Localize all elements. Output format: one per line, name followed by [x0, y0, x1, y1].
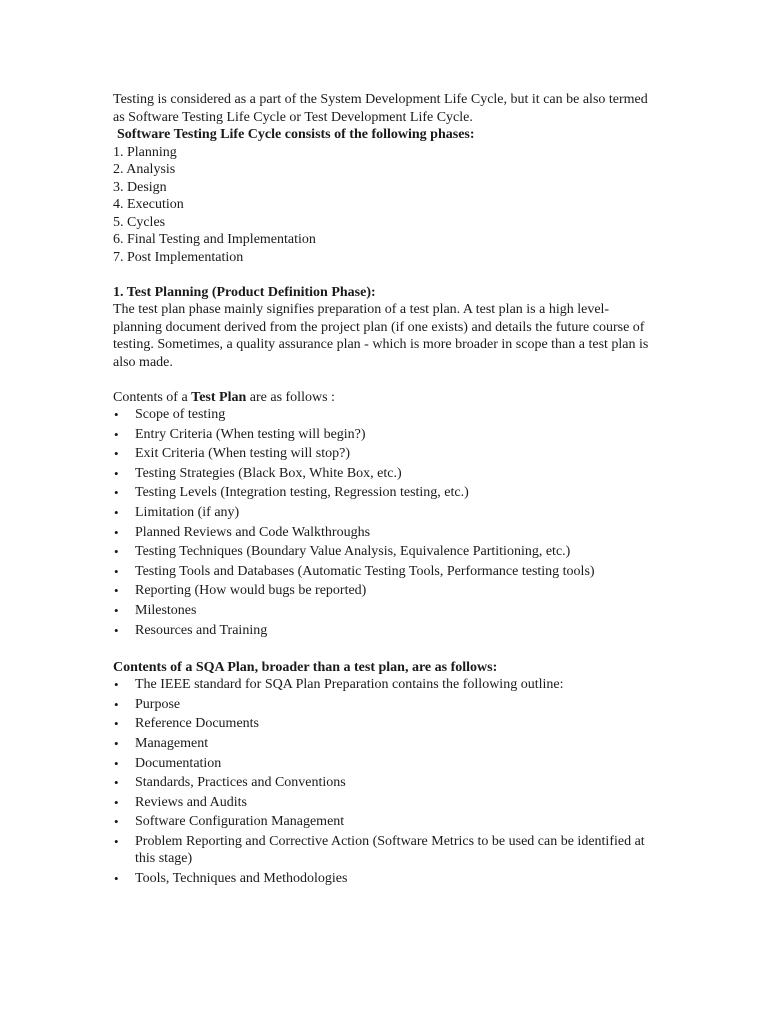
- phase-item: 2. Analysis: [113, 162, 176, 177]
- intro-paragraph: Testing is considered as a part of the System Development Life Cycle, but it can be also termed as Software Testing Life Cycle or Test Development Life Cycle.: [113, 92, 648, 125]
- bullet-icon: •: [114, 407, 119, 422]
- bullet-item: [113, 870, 658, 888]
- bullet-icon: •: [114, 696, 119, 712]
- phase-item: 6. Final Testing and Implementation: [113, 232, 316, 247]
- phases-heading: Software Testing Life Cycle consists of the following phases:: [117, 127, 475, 142]
- bullet-icon: •: [114, 544, 119, 560]
- bullet-text: Limitation (if any): [135, 504, 240, 520]
- intro-prefix: Contents of a: [113, 389, 192, 405]
- bullet-item: [113, 563, 658, 581]
- bullet-icon: •: [114, 524, 119, 540]
- bullet-item: [113, 484, 658, 502]
- bullet-text: Testing Strategies (Black Box, White Box, etc.): [135, 465, 402, 481]
- bullet-text: Problem Reporting and Corrective Action (Software Metrics to be used can be identified at this stage): [135, 833, 645, 867]
- bullet-icon: •: [114, 485, 119, 501]
- test-plan-contents-intro: [113, 389, 658, 407]
- bullet-item: [113, 445, 658, 463]
- bullet-item: [113, 465, 658, 483]
- bullet-icon: •: [114, 446, 119, 462]
- intro-bold-term: Test Plan: [191, 389, 247, 405]
- bullet-icon: •: [114, 833, 119, 849]
- bullet-item: [113, 735, 658, 753]
- bullet-text: Purpose: [135, 696, 181, 712]
- bullet-item: [113, 794, 658, 812]
- bullet-text: Standards, Practices and Conventions: [135, 775, 346, 791]
- bullet-text: Testing Tools and Databases (Automatic Testing Tools, Performance testing tools): [135, 563, 595, 579]
- phase-item: 4. Execution: [113, 197, 184, 212]
- bullet-item: [113, 622, 658, 640]
- bullet-icon: •: [114, 870, 119, 886]
- bullet-icon: •: [114, 426, 119, 442]
- bullet-text: Reference Documents: [135, 716, 259, 732]
- document-page: [113, 91, 658, 890]
- sqa-plan-heading: Contents of a SQA Plan, broader than a test plan, are as follows:: [113, 659, 498, 675]
- phase-item: 1. Planning: [113, 144, 177, 160]
- bullet-icon: •: [114, 465, 119, 481]
- bullet-text: Software Configuration Management: [135, 814, 345, 830]
- phase-item: 3. Design: [113, 179, 167, 195]
- bullet-item: [113, 426, 658, 444]
- bullet-item: [113, 504, 658, 522]
- bullet-text: Management: [135, 735, 209, 751]
- bullet-icon: •: [114, 716, 119, 732]
- test-plan-list: [113, 406, 658, 639]
- bullet-item: [113, 406, 658, 424]
- test-planning-heading: 1. Test Planning (Product Definition Phase):: [113, 284, 376, 300]
- bullet-icon: •: [114, 622, 119, 638]
- bullet-item: [113, 755, 658, 773]
- bullet-item: [113, 813, 658, 831]
- bullet-text: Testing Levels (Integration testing, Regression testing, etc.): [135, 485, 469, 501]
- bullet-text: Planned Reviews and Code Walkthroughs: [135, 524, 371, 540]
- bullet-text: The IEEE standard for SQA Plan Preparation contains the following outline:: [135, 677, 564, 693]
- bullet-text: Documentation: [135, 755, 222, 771]
- bullet-item: [113, 715, 658, 733]
- bullet-icon: •: [114, 677, 119, 693]
- bullet-icon: •: [114, 504, 119, 520]
- bullet-text: Entry Criteria (When testing will begin?): [135, 426, 366, 442]
- test-planning-paragraph: The test plan phase mainly signifies preparation of a test plan. A test plan is a high level-planning document derived from the project plan (if one exists) and details the future course of testing. Sometimes, a quality assurance plan - which is more broader in scope than a test plan is also made.: [113, 302, 649, 370]
- bullet-icon: •: [114, 755, 119, 771]
- bullet-icon: •: [114, 563, 119, 579]
- bullet-item: [113, 833, 658, 868]
- bullet-item: [113, 676, 658, 694]
- spacer: [113, 641, 658, 659]
- bullet-text: Tools, Techniques and Methodologies: [135, 870, 348, 886]
- bullet-icon: •: [114, 775, 119, 791]
- bullet-icon: •: [114, 794, 119, 810]
- bullet-item: [113, 524, 658, 542]
- bullet-text: Resources and Training: [135, 622, 268, 638]
- bullet-item: [113, 602, 658, 620]
- sqa-plan-list: [113, 676, 658, 887]
- phase-item: 7. Post Implementation: [113, 249, 244, 265]
- intro-suffix: are as follows :: [246, 389, 335, 405]
- phases-list: [113, 144, 658, 267]
- bullet-text: Reviews and Audits: [135, 794, 247, 810]
- bullet-text: Exit Criteria (When testing will stop?): [135, 446, 351, 462]
- bullet-item: [113, 582, 658, 600]
- bullet-item: [113, 774, 658, 792]
- bullet-item: [113, 543, 658, 561]
- bullet-icon: •: [114, 735, 119, 751]
- spacer: [113, 371, 658, 389]
- bullet-item: [113, 696, 658, 714]
- spacer: [113, 266, 658, 284]
- bullet-icon: •: [114, 814, 119, 830]
- bullet-text: Reporting (How would bugs be reported): [135, 583, 367, 599]
- bullet-icon: •: [114, 583, 119, 599]
- bullet-text: Testing Techniques (Boundary Value Analysis, Equivalence Partitioning, etc.): [135, 544, 571, 560]
- bullet-icon: •: [114, 602, 119, 618]
- bullet-text: Scope of testing: [135, 407, 226, 422]
- phase-item: 5. Cycles: [113, 214, 166, 230]
- bullet-text: Milestones: [135, 602, 197, 618]
